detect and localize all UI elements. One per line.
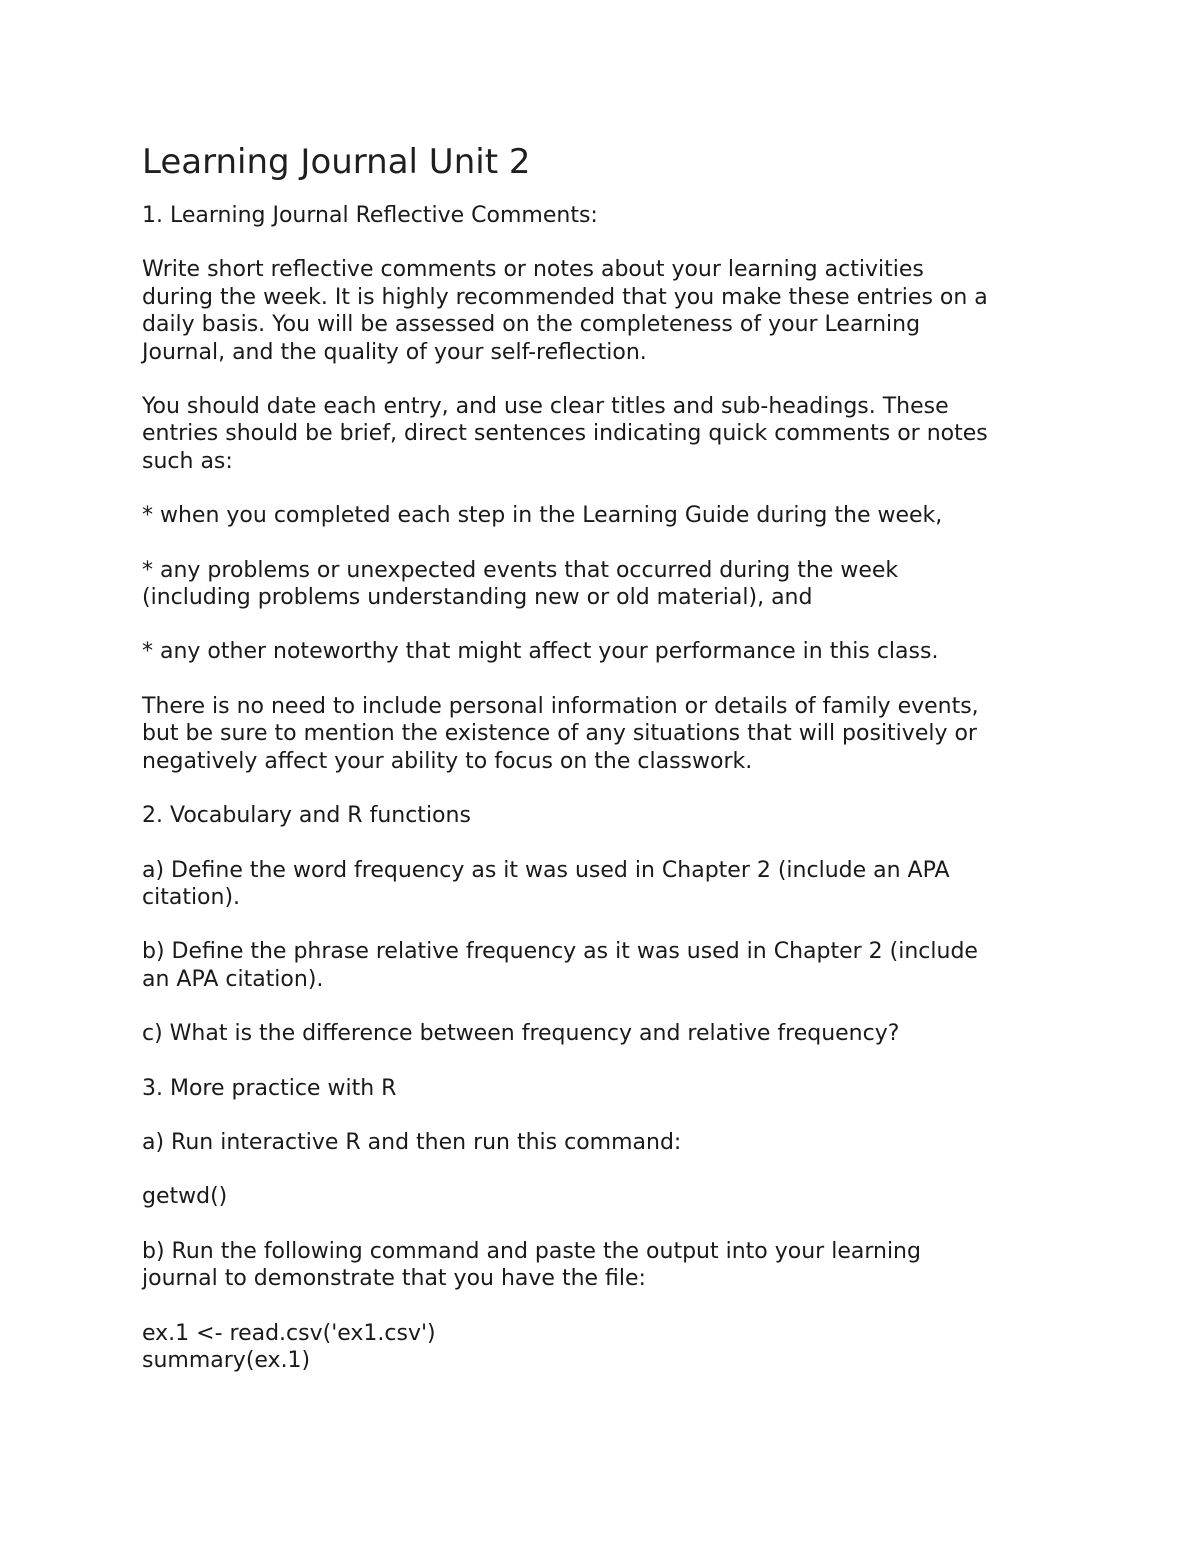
bullet-noteworthy: * any other noteworthy that might affect your performance in this class. xyxy=(142,639,939,665)
section-heading-reflective-comments: 1. Learning Journal Reflective Comments: xyxy=(142,203,598,228)
paragraph-personal-info: There is no need to include personal information or details of family events, but be sure to mention the existence of any situations that will positively or negatively affect your ability to focus on the classwork. xyxy=(142,693,979,774)
question-a-frequency: a) Define the word frequency as it was used in Chapter 2 (include an APA citation). xyxy=(142,857,950,910)
bullet-completed-steps: * when you completed each step in the Learning Guide during the week, xyxy=(142,503,943,529)
code-read-csv-summary: ex.1 <- read.csv('ex1.csv') summary(ex.1) xyxy=(142,1320,436,1373)
document-title: Learning Journal Unit 2 xyxy=(142,142,531,182)
document-page xyxy=(142,140,1072,1374)
question-c-difference: c) What is the difference between frequency and relative frequency? xyxy=(142,1021,900,1047)
question-b-relative-frequency: b) Define the phrase relative frequency as it was used in Chapter 2 (include an APA citation). xyxy=(142,939,978,992)
task-a-interactive-r: a) Run interactive R and then run this command: xyxy=(142,1129,682,1155)
code-getwd: getwd() xyxy=(142,1184,228,1210)
paragraph-entry-guidance: You should date each entry, and use clear titles and sub-headings. These entries should be brief, direct sentences indicating quick comments or notes such as: xyxy=(142,394,988,474)
section-heading-vocabulary: 2. Vocabulary and R functions xyxy=(142,803,471,829)
bullet-problems: * any problems or unexpected events that occurred during the week (including problems understanding new or old material), and xyxy=(142,557,899,611)
task-b-run-command: b) Run the following command and paste the output into your learning journal to demonstrate that you have the file: xyxy=(142,1238,921,1292)
section-heading-practice-r: 3. More practice with R xyxy=(142,1075,397,1101)
paragraph-instructions: Write short reflective comments or notes about your learning activities during the week. It is highly recommended that you make these entries on a daily basis. You will be assessed on the completeness of your Learning Journal, and the quality of your self-reflection. xyxy=(142,257,988,365)
